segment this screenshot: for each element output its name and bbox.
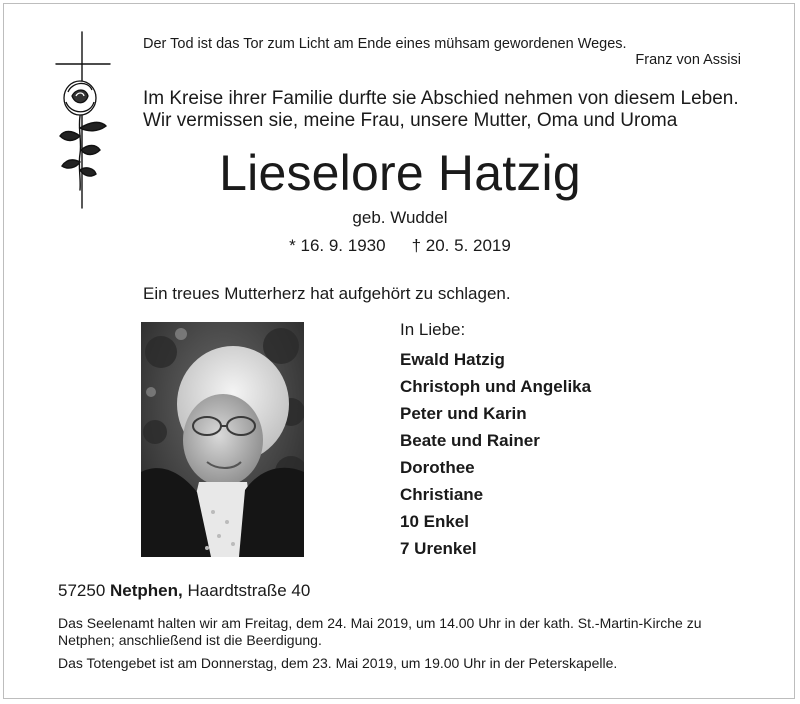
quote-text: Der Tod ist das Tor zum Licht am Ende eines mühsam gewordenen Weges.	[143, 36, 627, 52]
mourners-heading: In Liebe:	[400, 320, 466, 339]
city: Netphen,	[110, 581, 183, 600]
portrait-photo	[141, 322, 304, 557]
postal-code: 57250	[58, 581, 106, 600]
street: Haardtstraße 40	[187, 581, 311, 600]
mourner-name: Christoph und Angelika	[400, 377, 592, 396]
death-date: † 20. 5. 2019	[411, 236, 511, 255]
deceased-name: Lieselore Hatzig	[219, 145, 581, 201]
requiem-notice: Das Seelenamt halten wir am Freitag, dem 24. Mai 2019, um 14.00 Uhr in der kath. St.-Martin-Kirche zu Netphen; anschließend ist die Beerdigung.	[58, 615, 702, 648]
mourner-name: Beate und Rainer	[400, 431, 540, 450]
intro-line-2: Wir vermissen sie, meine Frau, unsere Mutter, Oma und Uroma	[143, 110, 678, 131]
family-address	[58, 581, 310, 601]
prayer-notice: Das Totengebet ist am Donnerstag, dem 23. Mai 2019, um 19.00 Uhr in der Peterskapelle.	[58, 655, 618, 671]
quote-author: Franz von Assisi	[635, 52, 741, 68]
mourner-name: 10 Enkel	[400, 512, 469, 531]
mourner-name: Christiane	[400, 485, 484, 504]
mourners-list	[400, 346, 591, 562]
mourner-name: Dorothee	[400, 458, 475, 477]
mourner-name: 7 Urenkel	[400, 539, 477, 558]
birth-date: * 16. 9. 1930	[289, 236, 386, 255]
intro-line-1: Im Kreise ihrer Familie durfte sie Abschied nehmen von diesem Leben.	[143, 88, 739, 109]
life-dates	[0, 236, 800, 256]
tagline: Ein treues Mutterherz hat aufgehört zu schlagen.	[143, 284, 511, 303]
mourner-name: Ewald Hatzig	[400, 350, 505, 369]
mourner-name: Peter und Karin	[400, 404, 527, 423]
birth-name: geb. Wuddel	[352, 208, 448, 227]
